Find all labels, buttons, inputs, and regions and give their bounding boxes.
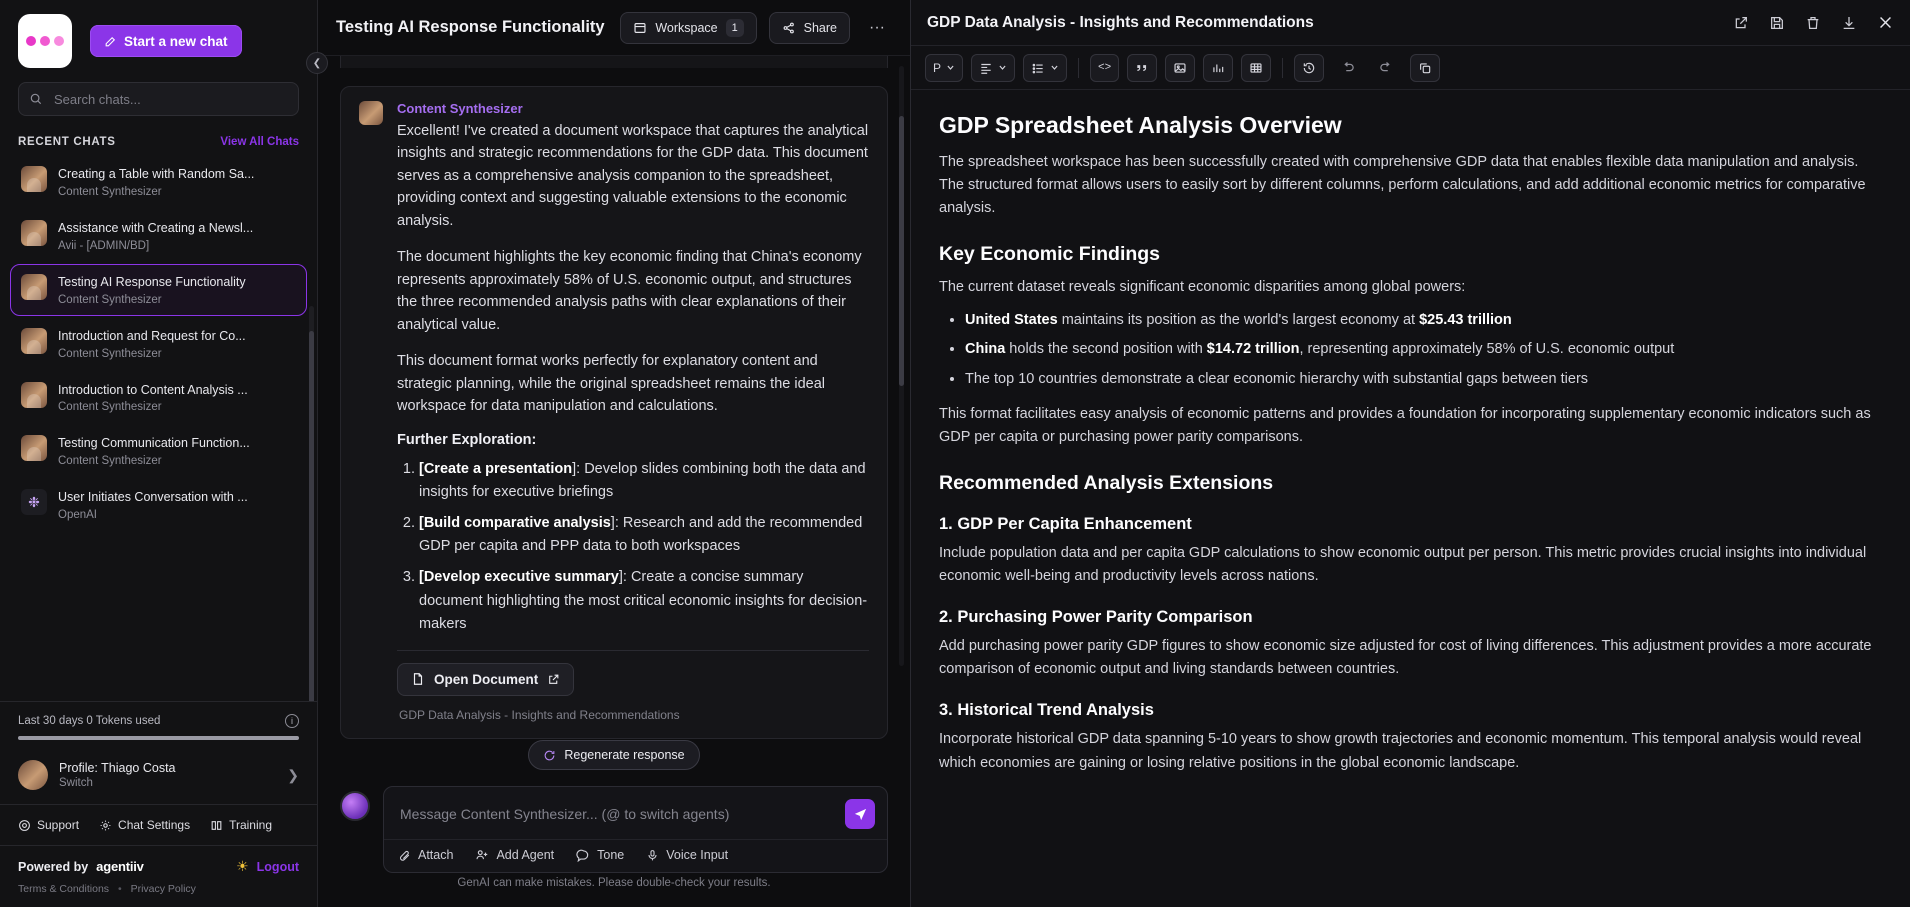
- bullet-list-icon: [1031, 61, 1045, 75]
- search-input[interactable]: [52, 91, 288, 108]
- step-text: ]: Research and add the recommended GDP per capita and PPP data to both workspaces: [419, 515, 863, 555]
- token-usage-section: [0, 701, 317, 744]
- search-icon: [29, 92, 43, 106]
- list-item: [419, 458, 869, 504]
- workspace-count-badge: 1: [726, 19, 744, 37]
- document-intro-paragraph: The spreadsheet workspace has been successfully created with comprehensive GDP data that enables flexible data manipulation and analysis. The structured format allows users to easily sort by different columns, perform calculations, and add additional economic metrics for comparative analysis.: [939, 154, 1866, 217]
- list-item-active[interactable]: [10, 264, 307, 316]
- chat-header: [318, 0, 910, 56]
- extension-body: Incorporate historical GDP data spanning 5-10 years to show growth trajectories and economic momentum. This temporal analysis would reveal which economies are gaining or losing relative positions in the global economic landscape.: [939, 731, 1862, 771]
- list-dropdown[interactable]: [1023, 54, 1067, 82]
- finding-text: The top 10 countries demonstrate a clear economic hierarchy with substantial gaps between tiers: [965, 370, 1589, 387]
- add-user-icon: [475, 848, 489, 862]
- share-label: Share: [803, 20, 837, 35]
- list-item: [419, 512, 869, 558]
- voice-input-button[interactable]: [646, 848, 728, 862]
- extension-body: Include population data and per capita GDP calculations to show economic output per person. This metric provides crucial insights into individual economic well-being and productivity levels across nations.: [939, 544, 1867, 584]
- tone-button[interactable]: [576, 848, 624, 862]
- list-item: [965, 338, 1882, 361]
- document-header: [911, 0, 1910, 46]
- profile-switch-label[interactable]: Switch: [59, 777, 93, 789]
- assistant-message-card: [340, 86, 888, 739]
- message-paragraph: Excellent! I've created a document workspace that captures the analytical insights and strategic recommendations for the GDP data. This document serves as a comprehensive analysis companion to the spreadsheet, providing context and suggesting valuable extensions to the economic analysis.: [397, 123, 869, 229]
- chevron-left-icon: ❮: [312, 57, 322, 69]
- extensions-heading: Recommended Analysis Extensions: [939, 471, 1274, 494]
- quote-button[interactable]: [1127, 54, 1157, 82]
- finding-tail: , representing approximately 58% of U.S. economic output: [1299, 341, 1675, 358]
- message-agent-name: Content Synthesizer: [397, 101, 523, 116]
- start-new-chat-button[interactable]: [90, 25, 242, 57]
- document-title: GDP Data Analysis - Insights and Recommendations: [927, 13, 1314, 31]
- align-dropdown[interactable]: [971, 54, 1015, 82]
- finding-text: maintains its position as the world's largest economy at: [1057, 311, 1420, 328]
- message-paragraph: The document highlights the key economic finding that China's economy represents approximately 58% of U.S. economic output, and structures the three recommended analysis paths with clear explanations of their analytical value.: [397, 249, 862, 333]
- collapse-sidebar-button[interactable]: [306, 52, 328, 74]
- chat-bubble-icon: [576, 848, 590, 862]
- list-item[interactable]: [10, 425, 307, 477]
- key-findings-intro: The current dataset reveals significant economic disparities among global powers:: [939, 278, 1466, 295]
- list-item[interactable]: [10, 318, 307, 370]
- copy-button[interactable]: [1410, 54, 1440, 82]
- chevron-down-icon: [1050, 63, 1059, 72]
- workspace-label: Workspace: [655, 20, 718, 35]
- search-box[interactable]: [18, 82, 299, 116]
- document-panel: [910, 0, 1910, 907]
- training-label: Training: [229, 818, 272, 832]
- avatar: [359, 101, 383, 125]
- recent-chats-title: RECENT CHATS: [18, 136, 116, 148]
- chat-title: Testing AI Response Functionality: [58, 274, 246, 289]
- divider: [1078, 58, 1079, 78]
- disclaimer-text: GenAI can make mistakes. Please double-check your results.: [457, 877, 771, 889]
- code-block-button[interactable]: [1090, 54, 1119, 82]
- chat-title: Creating a Table with Random Sa...: [58, 167, 255, 181]
- chat-title: Testing Communication Function...: [58, 436, 250, 451]
- chat-agent: Avii - [ADMIN/BD]: [58, 239, 150, 252]
- regenerate-response-button[interactable]: [528, 740, 699, 770]
- gear-icon: [99, 819, 112, 832]
- app-logo: [18, 14, 72, 68]
- book-icon: [210, 819, 223, 832]
- chat-panel: [318, 0, 910, 907]
- redo-icon: [1379, 60, 1394, 75]
- list-item: [965, 309, 1882, 332]
- sidebar-actions: [0, 804, 317, 846]
- step-text: ]: Develop slides combining both the data and insights for executive briefings: [419, 460, 866, 500]
- document-content[interactable]: [911, 90, 1910, 907]
- finding-country: China: [965, 341, 1006, 358]
- voice-input-label: Voice Input: [666, 848, 729, 862]
- extension-body: Add purchasing power parity GDP figures to show economic size adjusted for cost of living differences. This adjustment provides a more accurate comparison of economic output and living standards between countries.: [939, 637, 1872, 678]
- avatar: [21, 435, 47, 461]
- list-item: [965, 368, 1882, 391]
- powered-by-label: Powered by: [18, 859, 89, 874]
- key-findings-heading: Key Economic Findings: [939, 242, 1161, 265]
- microphone-icon: [646, 849, 659, 862]
- token-usage-progress: [18, 736, 299, 740]
- open-document-button[interactable]: [397, 663, 574, 696]
- further-exploration-heading: Further Exploration:: [397, 431, 537, 448]
- search-section: [0, 74, 317, 126]
- extension-heading: 3. Historical Trend Analysis: [939, 701, 1154, 720]
- paperclip-icon: [398, 849, 411, 862]
- avatar: [18, 760, 48, 790]
- finding-text: holds the second position with: [1005, 341, 1207, 358]
- logo-dot-icon: [54, 36, 64, 46]
- terms-link[interactable]: Terms & Conditions: [18, 883, 110, 895]
- copy-icon: [1418, 61, 1432, 75]
- logout-button[interactable]: Logout: [256, 859, 299, 874]
- further-exploration-list: [397, 458, 869, 636]
- share-button[interactable]: [769, 12, 850, 44]
- list-item[interactable]: [10, 372, 307, 424]
- avatar: [21, 220, 47, 246]
- chat-agent: Content Synthesizer: [58, 293, 162, 306]
- table-icon: [1249, 61, 1263, 75]
- pencil-icon: [104, 35, 117, 48]
- align-left-icon: [979, 61, 993, 75]
- avatar: [21, 166, 47, 192]
- divider: [1282, 58, 1283, 78]
- download-icon[interactable]: [1841, 15, 1857, 31]
- extension-heading: 2. Purchasing Power Parity Comparison: [939, 607, 1253, 626]
- sidebar: [0, 0, 322, 907]
- bar-chart-icon: [1211, 61, 1225, 75]
- avatar: [21, 382, 47, 408]
- token-usage-label: Last 30 days 0 Tokens used: [18, 715, 161, 727]
- lifebuoy-icon: [18, 819, 31, 832]
- attached-document-caption: GDP Data Analysis - Insights and Recommendations: [399, 707, 680, 722]
- redo-button[interactable]: [1371, 54, 1402, 82]
- share-icon: [782, 21, 796, 35]
- chat-title: Introduction to Content Analysis ...: [58, 382, 248, 397]
- send-icon: [853, 807, 868, 822]
- chat-title: Introduction and Request for Co...: [58, 328, 246, 343]
- workspace-button[interactable]: [620, 12, 756, 44]
- logo-dot-icon: [40, 36, 50, 46]
- regenerate-label: Regenerate response: [564, 748, 685, 762]
- chat-title: Assistance with Creating a Newsl...: [58, 220, 254, 235]
- list-item[interactable]: [10, 156, 307, 208]
- key-findings-list: [939, 309, 1882, 391]
- chat-agent: Content Synthesizer: [58, 185, 162, 198]
- step-bold-label: [Build comparative analysis: [419, 515, 611, 531]
- add-agent-label: Add Agent: [496, 848, 555, 862]
- undo-button[interactable]: [1332, 54, 1363, 82]
- document-heading-1: GDP Spreadsheet Analysis Overview: [939, 112, 1342, 138]
- message-paragraph: This document format works perfectly for explanatory content and strategic planning, while the original spreadsheet remains the ideal workspace for data manipulation and calculations.: [397, 353, 826, 415]
- chat-agent: OpenAI: [58, 509, 97, 522]
- code-icon: <>: [1098, 61, 1112, 74]
- more-options-button[interactable]: [862, 13, 892, 43]
- chat-list[interactable]: [0, 156, 317, 701]
- insert-image-button[interactable]: [1165, 54, 1195, 82]
- ellipsis-icon: ···: [869, 18, 885, 36]
- add-agent-button[interactable]: [475, 848, 554, 862]
- key-findings-outro: This format facilitates easy analysis of economic patterns and provides a foundation for incorporating supplementary economic indicators such as GDP per capita or purchasing power parity comparisons.: [939, 406, 1871, 446]
- image-icon: [1173, 61, 1187, 75]
- document-icon: [411, 672, 425, 686]
- refresh-icon: [543, 749, 556, 762]
- chat-messages[interactable]: [318, 56, 910, 776]
- undo-icon: [1340, 60, 1355, 75]
- chevron-down-icon: [998, 63, 1007, 72]
- workspace-icon: [633, 21, 647, 35]
- paragraph-style-dropdown[interactable]: [925, 54, 963, 82]
- theme-toggle-icon[interactable]: ☀: [236, 858, 249, 874]
- history-icon: [1302, 61, 1316, 75]
- attach-button[interactable]: [398, 848, 453, 862]
- avatar: ❉: [21, 489, 47, 515]
- quote-icon: [1135, 61, 1149, 75]
- composer[interactable]: [383, 786, 888, 873]
- chat-title: User Initiates Conversation with ...: [58, 490, 248, 505]
- list-item[interactable]: [10, 479, 307, 531]
- chat-settings-label: Chat Settings: [118, 818, 191, 832]
- open-external-icon[interactable]: [1733, 15, 1749, 31]
- step-bold-label: [Develop executive summary: [419, 569, 619, 586]
- divider: [397, 650, 869, 651]
- step-text: ]: Create a concise summary document highlighting the most critical economic insights for decision-makers: [419, 569, 868, 632]
- open-document-label: Open Document: [434, 671, 539, 687]
- finding-country: United States: [965, 311, 1058, 328]
- start-new-chat-label: Start a new chat: [124, 33, 228, 49]
- logo-dot-icon: [26, 36, 36, 46]
- open-external-icon: [547, 673, 560, 686]
- finding-value: $14.72 trillion: [1206, 341, 1300, 358]
- composer-section: [318, 776, 910, 907]
- page-title: Testing AI Response Functionality: [336, 18, 605, 36]
- training-button[interactable]: [202, 813, 280, 837]
- trash-icon[interactable]: [1805, 15, 1821, 31]
- legal-links: [0, 877, 317, 907]
- list-item: [419, 566, 869, 636]
- sidebar-header: [0, 0, 317, 74]
- info-icon[interactable]: i: [285, 714, 299, 728]
- message-input[interactable]: [398, 805, 845, 823]
- chevron-right-icon: ❯: [287, 766, 299, 783]
- view-all-chats-link[interactable]: View All Chats: [220, 136, 299, 148]
- finding-value: $25.43 trillion: [1419, 311, 1512, 328]
- insert-table-button[interactable]: [1241, 54, 1271, 82]
- legal-separator: •: [117, 883, 122, 895]
- avatar: [21, 274, 47, 300]
- sidebar-scrollbar-thumb[interactable]: [309, 331, 314, 701]
- document-toolbar: [911, 46, 1910, 90]
- chevron-down-icon: [946, 63, 955, 72]
- attach-label: Attach: [418, 848, 454, 862]
- tone-label: Tone: [597, 848, 625, 862]
- step-bold-label: [Create a presentation: [419, 460, 573, 477]
- list-item[interactable]: [10, 210, 307, 262]
- chat-scrollbar-thumb[interactable]: [899, 116, 904, 386]
- privacy-link[interactable]: Privacy Policy: [130, 883, 196, 895]
- extension-heading: 1. GDP Per Capita Enhancement: [939, 514, 1192, 533]
- chat-agent: Content Synthesizer: [58, 455, 162, 468]
- chat-agent: Content Synthesizer: [58, 401, 162, 414]
- brand-name: agentiiv: [96, 859, 144, 874]
- avatar: [21, 328, 47, 354]
- close-icon[interactable]: [1877, 14, 1894, 31]
- powered-by-row: [0, 846, 317, 877]
- recent-chats-header: [0, 126, 317, 156]
- insert-chart-button[interactable]: [1203, 54, 1233, 82]
- previous-message-card: [340, 56, 888, 68]
- profile-name: Profile: Thiago Costa: [59, 761, 176, 775]
- support-label: Support: [37, 818, 80, 832]
- send-button[interactable]: [845, 799, 875, 829]
- profile-switcher[interactable]: [10, 752, 307, 798]
- save-icon[interactable]: [1769, 15, 1785, 31]
- paragraph-style-label: P: [933, 60, 942, 75]
- history-button[interactable]: [1294, 54, 1324, 82]
- chat-agent: Content Synthesizer: [58, 347, 162, 360]
- avatar: [340, 791, 370, 821]
- support-button[interactable]: [10, 813, 87, 837]
- chat-settings-button[interactable]: [91, 813, 198, 837]
